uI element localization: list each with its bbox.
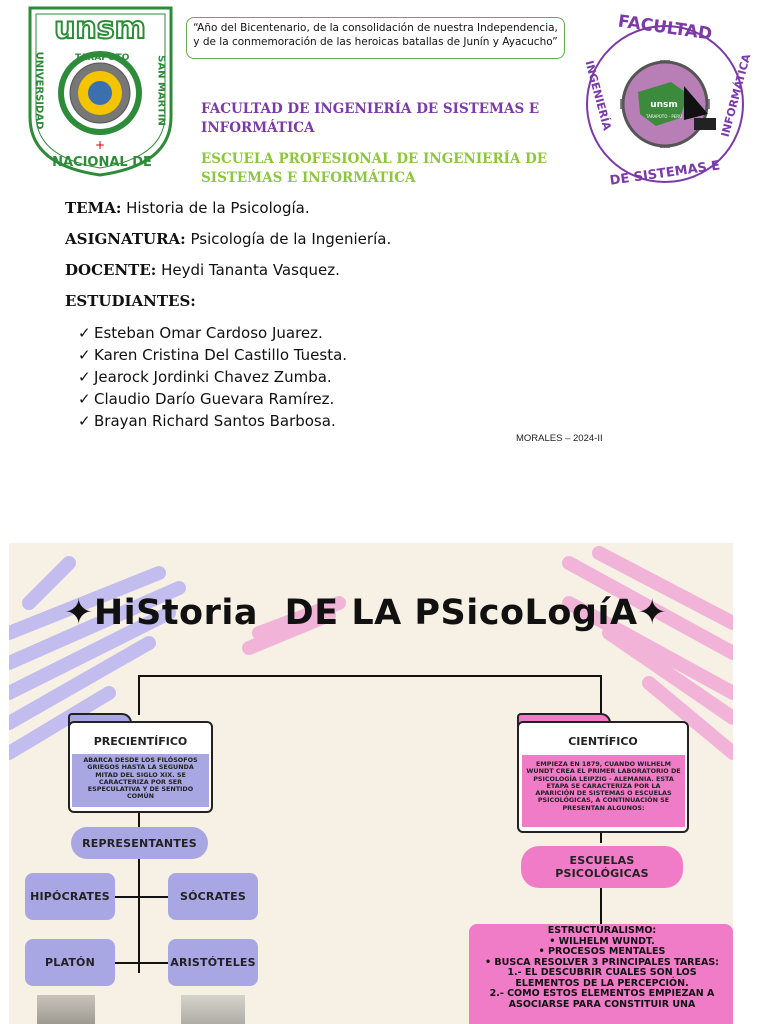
docente-label: DOCENTE: [65, 261, 157, 279]
students-label: ESTUDIANTES: [65, 292, 196, 310]
estructuralismo-line: 1.- EL DESCUBRIR CUALES SON LOS ELEMENTOS DE LA PERCEPCIÓN. [507, 967, 697, 989]
logo-left-ring-bottom: NACIONAL DE [52, 155, 152, 170]
student-name: Esteban Omar Cardoso Juarez. [94, 324, 323, 342]
list-item [78, 410, 347, 432]
list-item [78, 322, 347, 344]
student-name: Claudio Darío Guevara Ramírez. [94, 390, 335, 408]
university-logo [27, 5, 174, 178]
estructuralismo-line: 2.- COMO ESTOS ELEMENTOS EMPIEZAN A ASOCIARSE PARA CONSTITUIR UNA [489, 988, 715, 1010]
estructuralismo-line: • PROCESOS MENTALES [538, 946, 666, 957]
footer-note: MORALES – 2024-II [516, 433, 603, 444]
svg-text:TARAPOTO - PERÚ: TARAPOTO - PERÚ [645, 114, 683, 119]
list-item [78, 366, 347, 388]
logo-right-ring-right: INFORMÁTICA [718, 52, 754, 139]
check-icon: ✓ [78, 368, 91, 386]
precientifico-body: ABARCA DESDE LOS FILÓSOFOS GRIEGOS HASTA LA SEGUNDA MITAD DEL SIGLO XIX. SE CARACTERIZA POR SER ESPECULATIVA Y DE SENTIDO COMÚN [83, 756, 198, 801]
title-part-1: ✦HiStoria [64, 593, 258, 633]
school-title: ESCUELA PROFESIONAL DE INGENIERÍA DE SISTEMAS E INFORMÁTICA [201, 151, 548, 186]
student-name: Brayan Richard Santos Barbosa. [94, 412, 336, 430]
check-icon: ✓ [78, 390, 91, 408]
platon-pill: PLATÓN [25, 939, 115, 986]
tema-label: TEMA: [65, 199, 122, 217]
faculty-title: FACULTAD DE INGENIERÍA DE SISTEMAS E INFORMÁTICA [201, 101, 540, 136]
svg-text:unsm: unsm [650, 100, 678, 110]
list-item [78, 388, 347, 410]
logo-right-ring-top: FACULTAD [616, 11, 714, 45]
escuelas-pill: ESCUELAS PSICOLÓGICAS [521, 846, 683, 888]
socrates-pill: SÓCRATES [168, 873, 258, 920]
tema-line [65, 199, 310, 217]
logo-right-ring-bottom: DE SISTEMAS E [608, 158, 722, 189]
title-part-2: DE LA PSicoLogíA✦ [284, 593, 668, 633]
motto-box [186, 17, 565, 59]
check-icon: ✓ [78, 346, 91, 364]
cientifico-body: EMPIEZA EN 1879, CUANDO WILHELM WUNDT CREA EL PRIMER LABORATORIO DE PSICOLOGÍA LEIPZIG - ALEMANIA. ESTA ETAPA SE CARACTERIZA POR LA APARICIÓN DE SISTEMAS O ESCUELAS PSICOLÓGICAS, A CONTINUACIÓN SE PRESENTAN ALGUNOS: [526, 760, 681, 812]
docente-line [65, 261, 340, 279]
student-name: Jearock Jordinki Chavez Zumba. [94, 368, 332, 386]
svg-text:+: + [94, 138, 106, 152]
check-icon: ✓ [78, 412, 91, 430]
check-icon: ✓ [78, 324, 91, 342]
list-item [78, 344, 347, 366]
logo-right-ring-left: INGENIERÍA [582, 59, 614, 132]
estructuralismo-line: ESTRUCTURALISMO: [547, 925, 657, 936]
asignatura-line [65, 230, 391, 248]
precientifico-card [68, 721, 213, 815]
hipocrates-bust-image [37, 995, 95, 1024]
cientifico-card [517, 721, 689, 836]
aristoteles-pill: ARISTÓTELES [168, 939, 258, 986]
estructuralismo-line: • BUSCA RESOLVER 3 PRINCIPALES TAREAS: [485, 956, 719, 968]
motto-text: “Año del Bicentenario, de la consolidación de nuestra Independencia, y de la conmemoración de las heroicas batallas de Junín y Ayacucho” [193, 22, 558, 48]
estructuralismo-line: • WILHELM WUNDT. [549, 935, 655, 947]
svg-text:unsm: unsm [54, 11, 146, 46]
asignatura-value: Psicología de la Ingeniería. [190, 230, 392, 248]
faculty-logo [576, 11, 754, 190]
docente-value: Heydi Tananta Vasquez. [161, 261, 340, 279]
socrates-bust-image [181, 995, 245, 1024]
tema-value: Historia de la Psicología. [126, 199, 310, 217]
estructuralismo-text [477, 926, 727, 1010]
logo-left-ring-left: UNIVERSIDAD [33, 51, 45, 130]
precientifico-title: PRECIENTÍFICO [93, 735, 188, 748]
logo-left-ring-right: SAN MARTIN [155, 55, 167, 126]
cientifico-title: CIENTÍFICO [568, 735, 638, 748]
logo-left-inner-text: TARAPOTO [75, 53, 130, 63]
representantes-pill: REPRESENTANTES [71, 827, 208, 859]
infographic [9, 543, 733, 1024]
asignatura-label: ASIGNATURA: [65, 230, 186, 248]
student-name: Karen Cristina Del Castillo Tuesta. [94, 346, 348, 364]
hipocrates-pill: HIPÓCRATES [25, 873, 115, 920]
student-list [78, 322, 347, 432]
